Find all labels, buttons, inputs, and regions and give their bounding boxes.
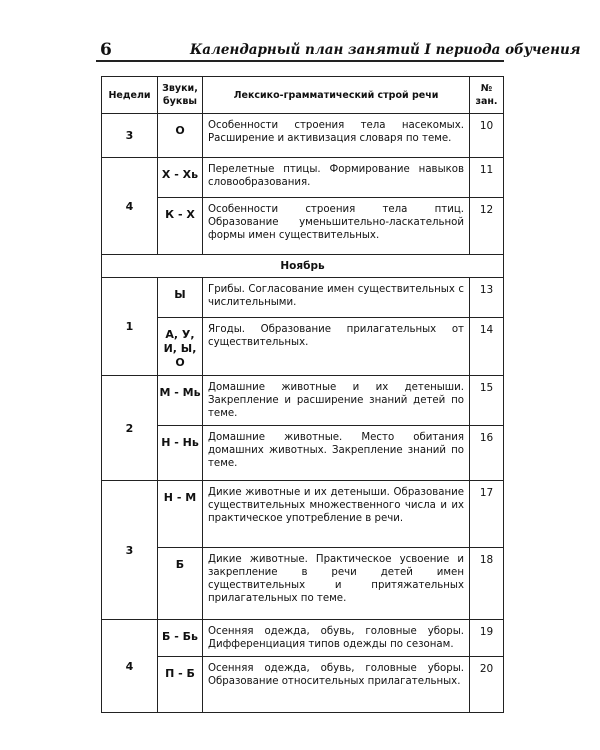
topic-cell: Грибы. Согласование имен существительных с числительными. (203, 278, 470, 318)
table-row (102, 114, 504, 158)
table-row (102, 426, 504, 481)
lesson-number-cell: 17 (470, 481, 504, 548)
table-header-row (102, 77, 504, 114)
topic-cell: Дикие животные и их детеныши. Образование существительных множественного числа и их практическое употребление в речи. (203, 481, 470, 548)
lesson-plan-table (101, 76, 504, 713)
table-row (102, 548, 504, 620)
table-row (102, 278, 504, 318)
table-row (102, 158, 504, 198)
header-rule (96, 60, 504, 62)
lesson-number-cell: 18 (470, 548, 504, 620)
sounds-cell: Б - Бь (158, 620, 203, 657)
column-header-topic: Лексико-грамматический строй речи (203, 77, 470, 114)
sounds-cell: Ы (158, 278, 203, 318)
month-row (102, 255, 504, 278)
sounds-cell: Б (158, 548, 203, 620)
topic-cell: Осенняя одежда, обувь, головные уборы. Дифференциация типов одежды по сезонам. (203, 620, 470, 657)
table-row (102, 657, 504, 713)
sounds-cell: Н - М (158, 481, 203, 548)
running-title: Календарный план занятий I периода обучения (190, 42, 581, 58)
week-cell: 1 (102, 278, 158, 376)
table-row (102, 198, 504, 255)
week-cell: 3 (102, 481, 158, 620)
sounds-cell: М - Мь (158, 376, 203, 426)
lesson-number-cell: 12 (470, 198, 504, 255)
table-body (102, 114, 504, 713)
sounds-cell: П - Б (158, 657, 203, 713)
topic-cell: Особенности строения тела насекомых. Расширение и активизация словаря по теме. (203, 114, 470, 158)
topic-cell: Домашние животные и их детеныши. Закрепление и расширение знаний детей по теме. (203, 376, 470, 426)
week-cell: 4 (102, 620, 158, 713)
lesson-number-cell: 11 (470, 158, 504, 198)
sounds-cell: Х - Хь (158, 158, 203, 198)
lesson-number-cell: 15 (470, 376, 504, 426)
lesson-number-cell: 16 (470, 426, 504, 481)
topic-cell: Дикие животные. Практическое усвоение и закрепление в речи детей имен существительных и притяжательных прилагательных по теме. (203, 548, 470, 620)
column-header-lesson-number: № зан. (470, 77, 504, 114)
week-cell: 4 (102, 158, 158, 255)
lesson-number-cell: 13 (470, 278, 504, 318)
table-row (102, 620, 504, 657)
page-number: 6 (100, 40, 112, 60)
topic-cell: Осенняя одежда, обувь, головные уборы. Образование относительных прилагательных. (203, 657, 470, 713)
week-cell: 2 (102, 376, 158, 481)
month-label: Ноябрь (102, 255, 504, 278)
sounds-cell: О (158, 114, 203, 158)
sounds-cell: А, У, И, Ы, О (158, 318, 203, 376)
table-row (102, 376, 504, 426)
table-row (102, 481, 504, 548)
column-header-week: Недели (102, 77, 158, 114)
topic-cell: Ягоды. Образование прилагательных от существительных. (203, 318, 470, 376)
topic-cell: Особенности строения тела птиц. Образование уменьшительно-ласкательной формы имен существительных. (203, 198, 470, 255)
week-cell: 3 (102, 114, 158, 158)
lesson-number-cell: 20 (470, 657, 504, 713)
table-row (102, 318, 504, 376)
topic-cell: Домашние животные. Место обитания домашних животных. Закрепление знаний по теме. (203, 426, 470, 481)
lesson-number-cell: 10 (470, 114, 504, 158)
sounds-cell: Н - Нь (158, 426, 203, 481)
lesson-number-cell: 19 (470, 620, 504, 657)
topic-cell: Перелетные птицы. Формирование навыков словообразования. (203, 158, 470, 198)
lesson-number-cell: 14 (470, 318, 504, 376)
column-header-sounds: Звуки, буквы (158, 77, 203, 114)
sounds-cell: К - Х (158, 198, 203, 255)
